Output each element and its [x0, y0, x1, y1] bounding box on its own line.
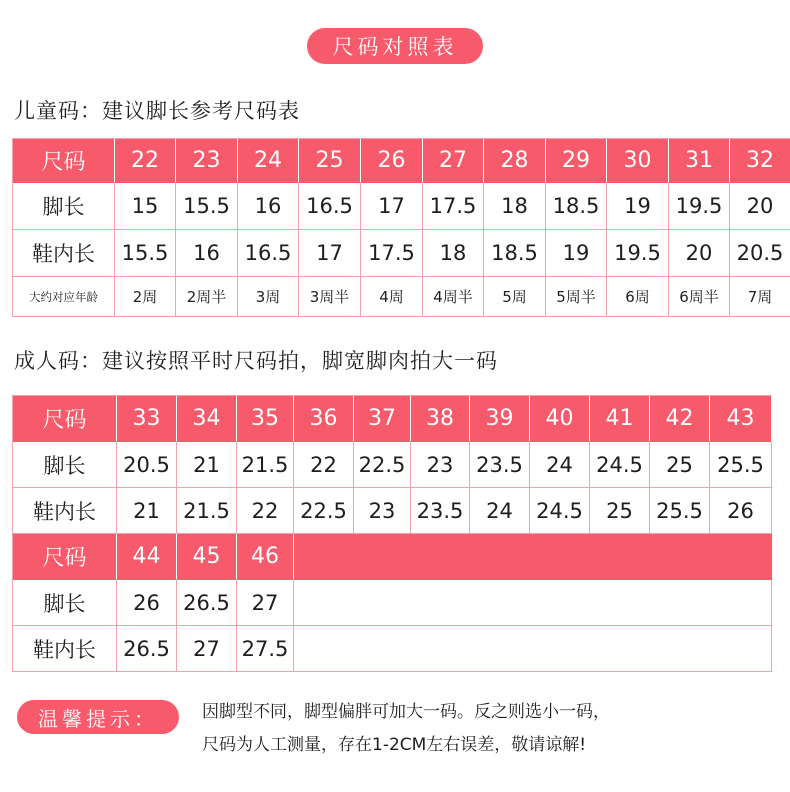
table-cell: 18.5 [546, 183, 607, 230]
row-label: 大约对应年龄 [13, 277, 115, 317]
table-cell: 4周半 [423, 277, 484, 317]
table-cell: 20 [669, 230, 730, 277]
size-header-label: 尺码 [13, 139, 115, 183]
size-header-cell: 31 [669, 139, 730, 183]
row-label: 鞋内长 [13, 230, 115, 277]
row-label: 鞋内长 [13, 488, 117, 534]
size-header-cell: 24 [238, 139, 299, 183]
kids-table-row [13, 230, 790, 277]
table-cell: 22 [294, 442, 354, 488]
table-cell: 23 [354, 488, 411, 534]
table-cell: 2周 [115, 277, 176, 317]
size-header-cell: 40 [530, 396, 590, 442]
kids-table-row [13, 277, 790, 317]
table-cell: 23.5 [470, 442, 530, 488]
table-cell: 22.5 [294, 488, 354, 534]
table-cell: 3周 [238, 277, 299, 317]
kids-header-row [13, 139, 790, 183]
table-cell: 26 [710, 488, 772, 534]
size-header-cell: 46 [237, 534, 294, 580]
size-header-cell: 30 [607, 139, 669, 183]
row-label: 脚长 [13, 183, 115, 230]
size-header-cell: 35 [237, 396, 294, 442]
table-cell: 18 [484, 183, 546, 230]
table-cell: 19.5 [669, 183, 730, 230]
size-header-label: 尺码 [13, 534, 117, 580]
size-header-cell: 39 [470, 396, 530, 442]
table-cell: 27.5 [237, 626, 294, 672]
adult-header-row-2 [13, 534, 772, 580]
table-cell: 24.5 [590, 442, 650, 488]
table-cell: 23.5 [411, 488, 470, 534]
table-cell: 25 [590, 488, 650, 534]
table-cell: 16 [176, 230, 238, 277]
table-cell: 6周 [607, 277, 669, 317]
row-label: 脚长 [13, 580, 117, 626]
table-cell: 21 [177, 442, 237, 488]
empty-cell [294, 626, 772, 672]
table-cell: 26.5 [177, 580, 237, 626]
size-header-cell: 44 [117, 534, 177, 580]
table-cell: 25 [650, 442, 710, 488]
table-cell: 25.5 [650, 488, 710, 534]
table-cell: 21 [117, 488, 177, 534]
table-cell: 22 [237, 488, 294, 534]
tips-line-1: 因脚型不同，脚型偏胖可加大一码。反之则选小一码， [202, 702, 610, 722]
size-header-cell: 26 [361, 139, 423, 183]
size-header-cell: 43 [710, 396, 772, 442]
size-header-cell: 37 [354, 396, 411, 442]
table-cell: 17 [299, 230, 361, 277]
table-cell: 24.5 [530, 488, 590, 534]
table-cell: 19 [607, 183, 669, 230]
table-cell: 26 [117, 580, 177, 626]
table-cell: 15.5 [176, 183, 238, 230]
size-header-cell: 22 [115, 139, 176, 183]
table-cell: 22.5 [354, 442, 411, 488]
row-label: 鞋内长 [13, 626, 117, 672]
size-header-label: 尺码 [13, 396, 117, 442]
adult-table-row [13, 442, 772, 488]
table-cell: 16.5 [299, 183, 361, 230]
table-cell: 15 [115, 183, 176, 230]
table-cell: 26.5 [117, 626, 177, 672]
table-cell: 20.5 [117, 442, 177, 488]
adult-table-row [13, 488, 772, 534]
table-cell: 7周 [730, 277, 790, 317]
kids-size-table [12, 138, 790, 317]
table-cell: 16.5 [238, 230, 299, 277]
table-cell: 19.5 [607, 230, 669, 277]
table-cell: 4周 [361, 277, 423, 317]
size-header-cell: 32 [730, 139, 790, 183]
table-cell: 18.5 [484, 230, 546, 277]
table-cell: 20 [730, 183, 790, 230]
size-header-cell: 41 [590, 396, 650, 442]
adult-section-heading: 成人码：建议按照平时尺码拍，脚宽脚肉拍大一码 [14, 349, 498, 373]
table-cell: 15.5 [115, 230, 176, 277]
table-cell: 21.5 [237, 442, 294, 488]
kids-section-heading: 儿童码：建议脚长参考尺码表 [14, 99, 300, 123]
table-cell: 23 [411, 442, 470, 488]
row-label: 脚长 [13, 442, 117, 488]
table-cell: 2周半 [176, 277, 238, 317]
empty-cell [294, 534, 772, 580]
table-cell: 27 [177, 626, 237, 672]
size-header-cell: 27 [423, 139, 484, 183]
table-cell: 5周 [484, 277, 546, 317]
size-header-cell: 45 [177, 534, 237, 580]
table-cell: 16 [238, 183, 299, 230]
empty-cell [294, 580, 772, 626]
size-header-cell: 28 [484, 139, 546, 183]
size-header-cell: 42 [650, 396, 710, 442]
size-header-cell: 23 [176, 139, 238, 183]
table-cell: 24 [530, 442, 590, 488]
tips-label: 温馨提示： [17, 700, 179, 734]
table-cell: 17.5 [423, 183, 484, 230]
table-cell: 3周半 [299, 277, 361, 317]
table-cell: 18 [423, 230, 484, 277]
table-cell: 5周半 [546, 277, 607, 317]
table-cell: 6周半 [669, 277, 730, 317]
table-cell: 17.5 [361, 230, 423, 277]
size-header-cell: 34 [177, 396, 237, 442]
size-header-cell: 33 [117, 396, 177, 442]
kids-table-row [13, 183, 790, 230]
table-cell: 25.5 [710, 442, 772, 488]
page-title: 尺码对照表 [307, 28, 483, 64]
adult-size-table [12, 395, 772, 672]
table-cell: 20.5 [730, 230, 790, 277]
table-cell: 17 [361, 183, 423, 230]
table-cell: 24 [470, 488, 530, 534]
table-cell: 27 [237, 580, 294, 626]
adult-table-row [13, 626, 772, 672]
size-header-cell: 38 [411, 396, 470, 442]
size-header-cell: 29 [546, 139, 607, 183]
table-cell: 19 [546, 230, 607, 277]
adult-header-row [13, 396, 772, 442]
tips-line-2: 尺码为人工测量，存在1-2CM左右误差，敬请谅解! [202, 735, 587, 755]
table-cell: 21.5 [177, 488, 237, 534]
size-header-cell: 25 [299, 139, 361, 183]
size-header-cell: 36 [294, 396, 354, 442]
adult-table-row [13, 580, 772, 626]
